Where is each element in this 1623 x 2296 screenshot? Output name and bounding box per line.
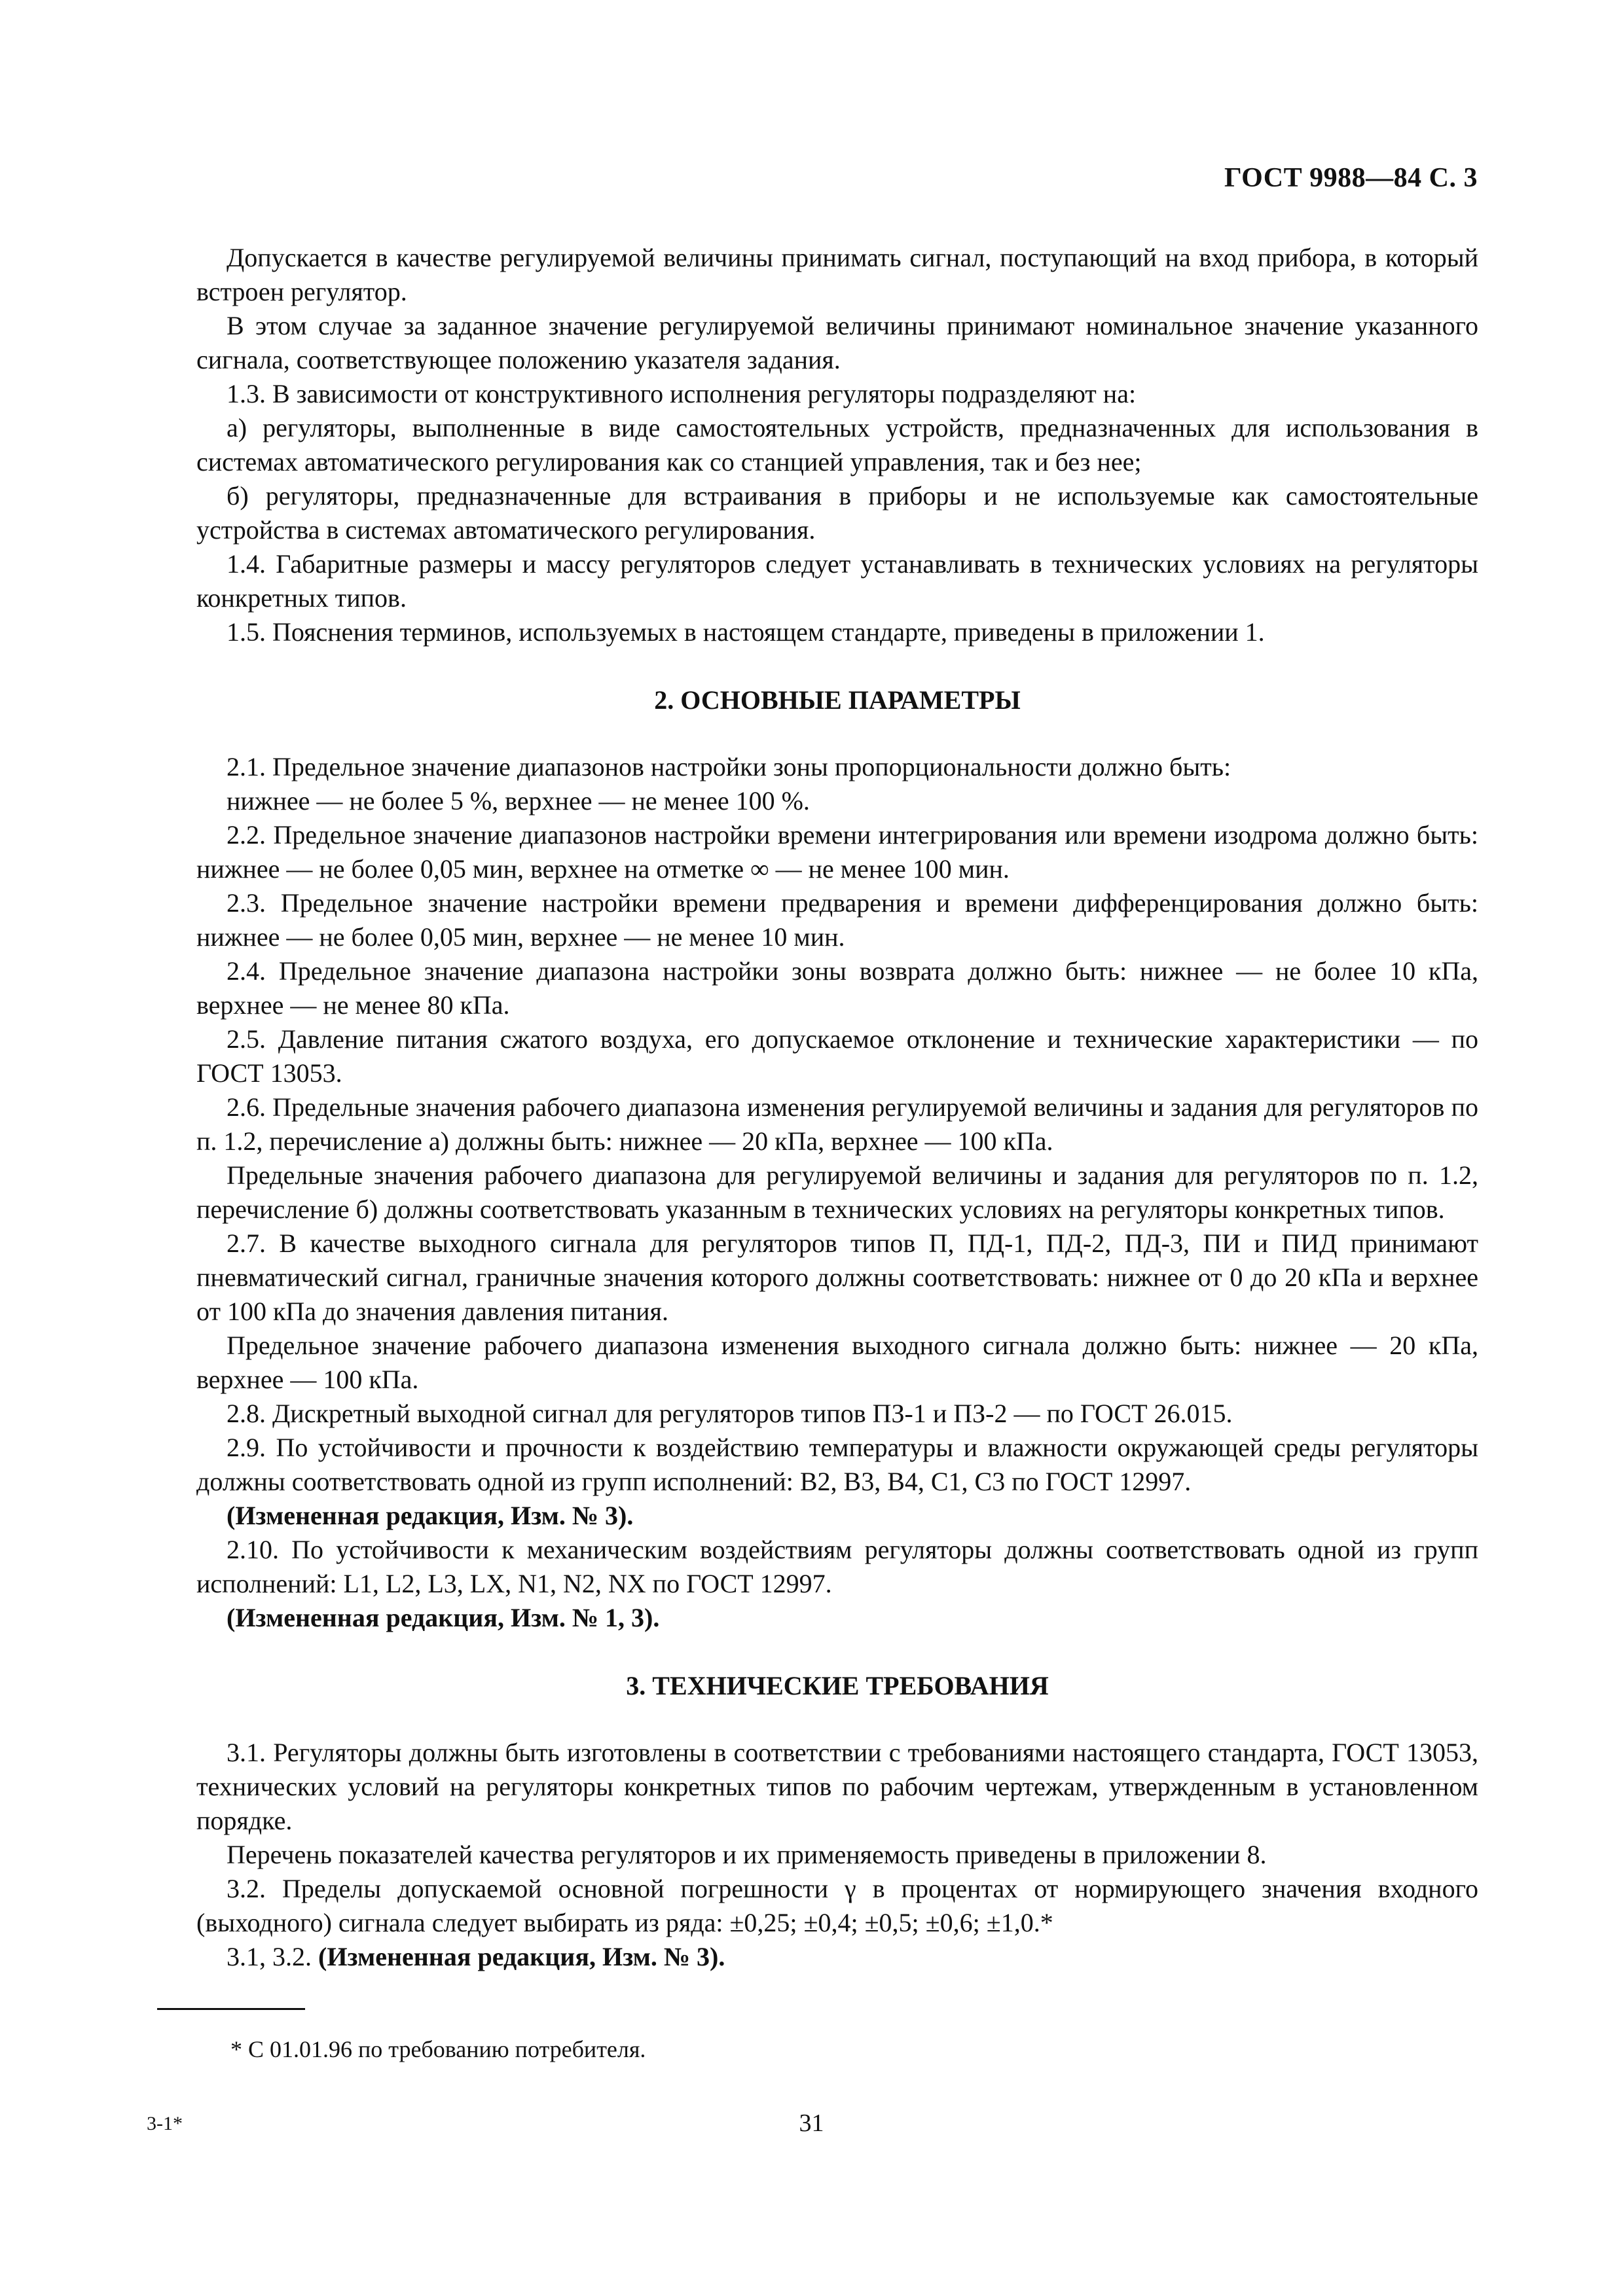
clause-1-3-b: б) регуляторы, предназначенные для встраивания в приборы и не используемые как самостоятельные устройства в системах автоматического регулирования. <box>196 481 1478 545</box>
clause-1-4: 1.4. Габаритные размеры и массу регуляторов следует устанавливать в технических условиях на регуляторы конкретных типов. <box>196 549 1478 613</box>
clause-2-9: 2.9. По устойчивости и прочности к воздействию температуры и влажности окружающей среды регуляторы должны соответствовать одной из групп исполнений: В2, В3, В4, С1, С3 по ГОСТ 12997. <box>196 1433 1478 1496</box>
clause-2-1-limits: нижнее — не более 5 %, верхнее — не менее 100 %. <box>227 786 810 816</box>
clause-3-1: 3.1. Регуляторы должны быть изготовлены в соответствии с требованиями настоящего стандарта, ГОСТ 13053, технических условий на регуляторы конкретных типов по рабочим чертежам, утвержденным в установленном порядке. <box>196 1738 1478 1835</box>
clause-2-4: 2.4. Предельное значение диапазона настройки зоны возврата должно быть: нижнее — не более 10 кПа, верхнее — не менее 80 кПа. <box>196 956 1478 1020</box>
clause-3-1-quality: Перечень показателей качества регуляторов и их применяемость приведены в приложении 8. <box>227 1840 1267 1869</box>
clause-2-6: 2.6. Предельные значения рабочего диапазона изменения регулируемой величины и задания для регуляторов по п. 1.2, перечисление а) должны быть: нижнее — 20 кПа, верхнее — 100 кПа. <box>196 1092 1478 1156</box>
edit-note-2-10: (Измененная редакция, Изм. № 1, 3). <box>227 1603 660 1632</box>
clause-2-7: 2.7. В качестве выходного сигнала для регуляторов типов П, ПД-1, ПД-2, ПД-3, ПИ и ПИД принимают пневматический сигнал, граничные значения которого должны соответствовать: нижнее от 0 до 20 кПа и верхнее от 100 кПа до значения давления питания. <box>196 1229 1478 1326</box>
edit-note-3-1-3-2 <box>196 1940 1478 1974</box>
footnote-divider <box>157 2008 305 2010</box>
clause-1-5: 1.5. Пояснения терминов, используемых в настоящем стандарте, приведены в приложении 1. <box>227 617 1265 647</box>
document-body <box>196 241 1478 1974</box>
sheet-mark: 3-1* <box>147 2113 183 2134</box>
clause-2-8: 2.8. Дискретный выходной сигнал для регуляторов типов ПЗ-1 и ПЗ-2 — по ГОСТ 26.015. <box>227 1399 1233 1428</box>
section-2-heading: 2. ОСНОВНЫЕ ПАРАМЕТРЫ <box>654 685 1021 715</box>
footnote: * С 01.01.96 по требованию потребителя. <box>230 2036 646 2062</box>
edit-note-prefix: 3.1, 3.2. <box>227 1942 318 1971</box>
clause-2-6-b: Предельные значения рабочего диапазона для регулируемой величины и задания для регуляторов по п. 1.2, перечисление б) должны соответствовать указанным в технических условиях на регуляторы конкретных типов. <box>196 1160 1478 1224</box>
clause-2-10: 2.10. По устойчивости к механическим воздействиям регуляторы должны соответствовать одной из групп исполнений: L1, L2, L3, LX, N1, N2, NX по ГОСТ 12997. <box>196 1535 1478 1598</box>
intro-paragraph-2: В этом случае за заданное значение регулируемой величины принимают номинальное значение указанного сигнала, соответствующее положению указателя задания. <box>196 311 1478 374</box>
clause-2-2: 2.2. Предельное значение диапазонов настройки времени интегрирования или времени изодрома должно быть: нижнее — не более 0,05 мин, верхнее на отметке ∞ — не менее 100 мин. <box>196 820 1478 884</box>
clause-2-3: 2.3. Предельное значение настройки времени предварения и времени дифференцирования должно быть: нижнее — не более 0,05 мин, верхнее — не менее 10 мин. <box>196 888 1478 952</box>
section-3-heading: 3. ТЕХНИЧЕСКИЕ ТРЕБОВАНИЯ <box>626 1671 1049 1700</box>
clause-1-3: 1.3. В зависимости от конструктивного исполнения регуляторы подразделяют на: <box>227 379 1137 408</box>
intro-paragraph-1: Допускается в качестве регулируемой величины принимать сигнал, поступающий на вход прибора, в который встроен регулятор. <box>196 243 1478 306</box>
edit-note-2-9: (Измененная редакция, Изм. № 3). <box>227 1501 634 1530</box>
clause-3-2: 3.2. Пределы допускаемой основной погрешности γ в процентах от нормирующего значения входного (выходного) сигнала следует выбирать из ряда: ±0,25; ±0,4; ±0,5; ±0,6; ±1,0.* <box>196 1874 1478 1937</box>
document-header-code: ГОСТ 9988—84 С. 3 <box>1224 163 1478 193</box>
clause-2-1: 2.1. Предельное значение диапазонов настройки зоны пропорциональности должно быть: <box>227 752 1231 781</box>
clause-2-7-range: Предельное значение рабочего диапазона изменения выходного сигнала должно быть: нижнее — 20 кПа, верхнее — 100 кПа. <box>196 1331 1478 1394</box>
clause-1-3-a: а) регуляторы, выполненные в виде самостоятельных устройств, предназначенных для использования в системах автоматического регулирования как со станцией управления, так и без нее; <box>196 413 1478 476</box>
page-number: 31 <box>799 2109 824 2137</box>
edit-note-text: (Измененная редакция, Изм. № 3). <box>318 1942 725 1971</box>
clause-2-5: 2.5. Давление питания сжатого воздуха, его допускаемое отклонение и технические характеристики — по ГОСТ 13053. <box>196 1024 1478 1088</box>
